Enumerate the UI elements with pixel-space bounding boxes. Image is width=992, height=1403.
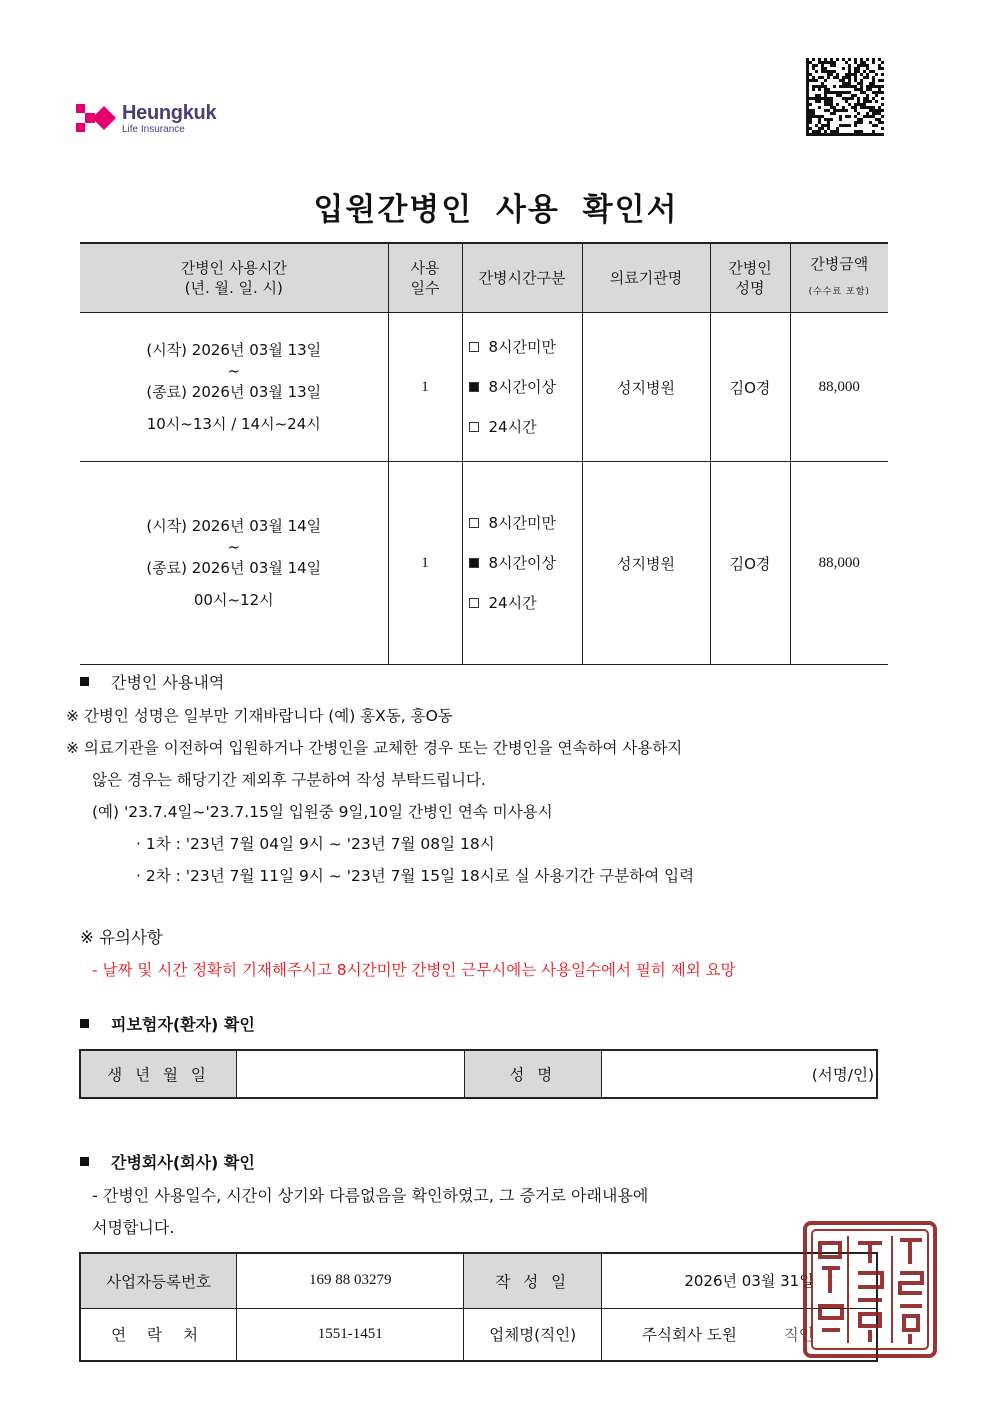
care-type-option: [469, 503, 582, 543]
contact-label: 연 락 처: [80, 1308, 237, 1361]
care-type-label: 8시간이상: [488, 378, 557, 396]
company-heading: [80, 1150, 255, 1173]
care-type-option: [469, 583, 582, 623]
company-desc-2: 서명합니다.: [92, 1218, 175, 1237]
checkbox-icon: [469, 342, 479, 352]
checkbox-checked-icon: [469, 382, 479, 392]
company-name-label: 업체명(직인): [464, 1308, 602, 1361]
usage-period-cell: [80, 462, 388, 665]
seal-label: 직인: [783, 1326, 814, 1345]
caution-text: - 날짜 및 시간 정확히 기재해주시고 8시간미만 간병인 근무시에는 사용일수에서 필히 제외 요망: [92, 961, 736, 979]
insured-heading-text: 피보험자(환자) 확인: [111, 1015, 255, 1034]
square-bullet-icon: [80, 677, 89, 686]
header-fee: [790, 243, 888, 313]
care-type-cell: [462, 462, 582, 665]
care-type-label: 8시간미만: [488, 514, 557, 532]
days-cell: 1: [388, 313, 462, 462]
usage-example: (예) '23.7.4일~'23.7.15일 입원중 9일,10일 간병인 연속 미사용시: [92, 803, 553, 821]
header-caregiver-name: [710, 243, 790, 313]
header-fee-label: 간병금액: [810, 255, 869, 273]
company-desc-1: - 간병인 사용일수, 시간이 상기와 다름없음을 확인하였고, 그 증거로 아래내용에: [92, 1186, 649, 1205]
header-hospital: 의료기관명: [582, 243, 710, 313]
table-header-row: [80, 243, 888, 313]
company-logo: [74, 100, 244, 140]
business-reg-value: 169 88 03279: [237, 1253, 464, 1308]
hospital-cell: 성지병원: [582, 462, 710, 665]
insured-heading: [80, 1012, 255, 1035]
written-date-label: 작 성 일: [464, 1253, 602, 1308]
header-name-line1: 간병인: [728, 259, 772, 277]
period-tilde: ~: [227, 538, 241, 556]
checkbox-icon: [469, 518, 479, 528]
insured-name-label: 성 명: [464, 1050, 602, 1098]
header-days: [388, 243, 462, 313]
hospital-cell: 성지병원: [582, 313, 710, 462]
logo-subtitle: Life Insurance: [122, 124, 185, 135]
checkbox-checked-icon: [469, 558, 479, 568]
fee-cell: 88,000: [790, 313, 888, 462]
period-end: (종료) 2026년 03월 13일: [146, 383, 322, 401]
checkbox-icon: [469, 598, 479, 608]
company-heading-text: 간병회사(회사) 확인: [111, 1153, 255, 1172]
header-care-type: 간병시간구분: [462, 243, 582, 313]
square-bullet-icon: [80, 1157, 89, 1166]
usage-period-cell: [80, 313, 388, 462]
header-fee-note: (수수료 포함): [808, 287, 870, 297]
header-days-line2: 일수: [410, 279, 440, 297]
period-end: (종료) 2026년 03월 14일: [146, 559, 322, 577]
logo-mark-icon: [74, 102, 118, 136]
period-tilde: ~: [227, 362, 241, 380]
business-reg-label: 사업자등록번호: [80, 1253, 237, 1308]
written-date-value: 2026년 03월 31일: [602, 1253, 877, 1308]
contact-value: 1551-1451: [237, 1308, 464, 1361]
document-title: 입원간병인 사용 확인서: [313, 192, 679, 228]
care-type-label: 24시간: [488, 418, 537, 436]
logo-name: Heungkuk: [122, 102, 217, 124]
period-start: (시작) 2026년 03월 14일: [146, 517, 322, 535]
birth-date-field[interactable]: [237, 1050, 464, 1098]
usage-heading-text: 간병인 사용내역: [111, 673, 225, 692]
insured-signature-field[interactable]: [602, 1050, 877, 1098]
signature-hint: (서명/인): [811, 1066, 874, 1084]
company-table: [79, 1252, 878, 1362]
insured-table: [79, 1049, 878, 1099]
usage-heading: [80, 667, 224, 699]
birth-date-label: 생 년 월 일: [80, 1050, 237, 1098]
care-type-option: [469, 407, 582, 447]
fee-cell: 88,000: [790, 462, 888, 665]
header-name-line2: 성명: [735, 279, 765, 297]
header-period-line2: (년. 월. 일. 시): [184, 279, 283, 297]
care-type-cell: [462, 313, 582, 462]
header-days-line1: 사용: [410, 259, 440, 277]
usage-note-2a: ※ 의료기관을 이전하여 입원하거나 간병인을 교체한 경우 또는 간병인을 연속하여 사용하지: [66, 739, 683, 757]
period-hours: 00시~12시: [193, 591, 274, 609]
care-type-label: 24시간: [488, 594, 537, 612]
caregiver-name-cell: 김O경: [710, 462, 790, 665]
care-type-label: 8시간이상: [488, 554, 557, 572]
caution-heading: ※ 유의사항: [80, 928, 163, 947]
usage-example-2: · 2차 : '23년 7월 11일 9시 ~ '23년 7월 15일 18시로 실 사용기간 구분하여 입력: [136, 867, 695, 885]
header-period-line1: 간병인 사용시간: [180, 259, 287, 277]
care-type-option: [469, 367, 582, 407]
usage-example-1: · 1차 : '23년 7월 04일 9시 ~ '23년 7월 08일 18시: [136, 835, 495, 853]
usage-note-1: ※ 간병인 성명은 일부만 기재바랍니다 (예) 홍X동, 홍O동: [66, 707, 453, 725]
table-row: [80, 313, 888, 462]
care-type-label: 8시간미만: [488, 338, 557, 356]
square-bullet-icon: [80, 1019, 89, 1028]
caregiver-usage-table: [80, 242, 888, 665]
company-name-text: 주식회사 도원: [642, 1326, 737, 1345]
care-type-option: [469, 327, 582, 367]
care-type-option: [469, 543, 582, 583]
checkbox-icon: [469, 422, 479, 432]
company-seal-icon: [800, 1218, 940, 1361]
table-row: [80, 462, 888, 665]
caregiver-name-cell: 김O경: [710, 313, 790, 462]
period-hours: 10시~13시 / 14시~24시: [146, 415, 321, 433]
period-start: (시작) 2026년 03월 13일: [146, 341, 322, 359]
days-cell: 1: [388, 462, 462, 665]
header-usage-period: [80, 243, 388, 313]
usage-note-2b: 않은 경우는 해당기간 제외후 구분하여 작성 부탁드립니다.: [92, 771, 486, 789]
qr-code-icon: [806, 58, 884, 136]
